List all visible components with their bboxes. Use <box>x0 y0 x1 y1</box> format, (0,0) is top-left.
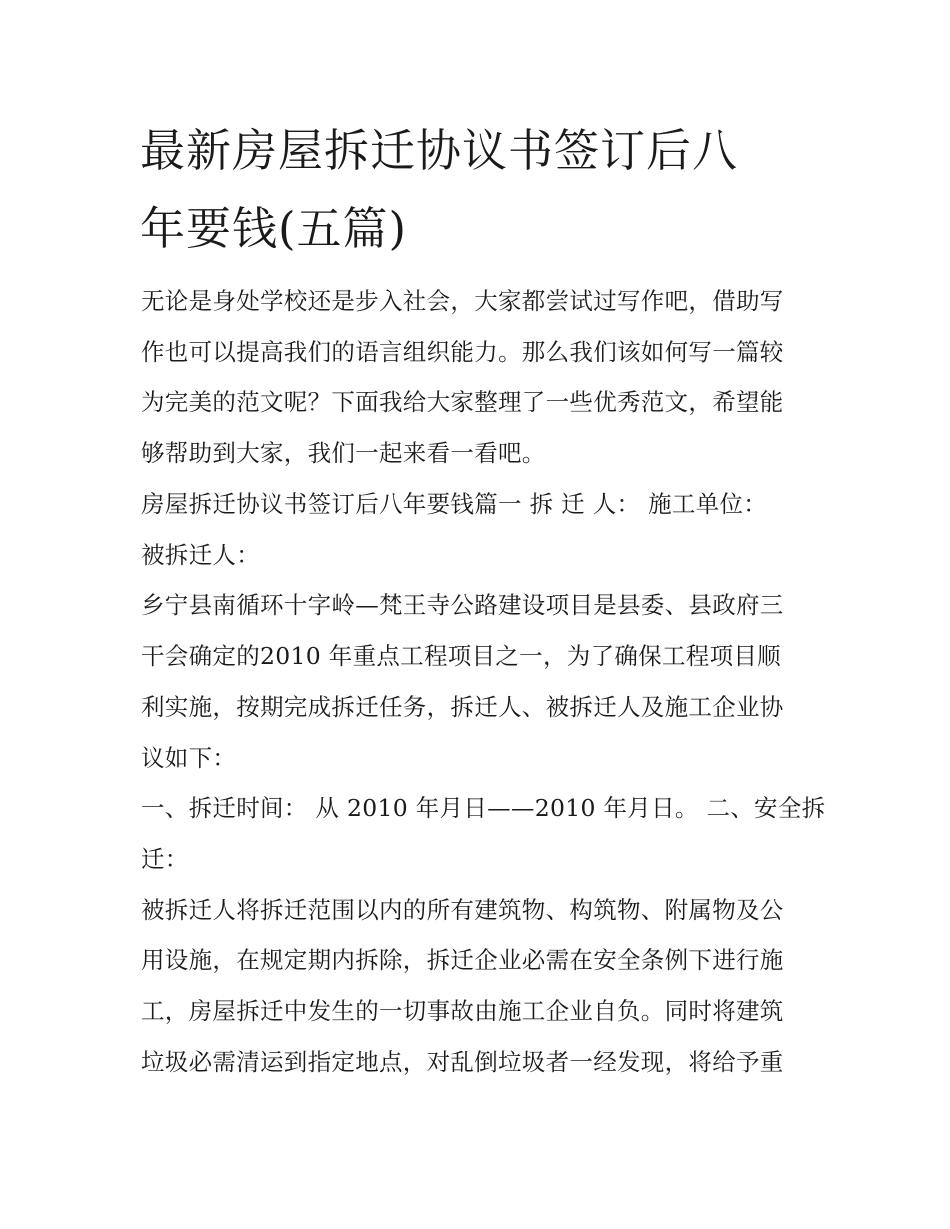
body-line: 无论是身处学校还是步入社会，大家都尝试过写作吧，借助写 <box>141 287 784 315</box>
body-line: 用设施，在规定期内拆除，拆迁企业必需在安全条例下进行施 <box>141 946 784 974</box>
body-line: 够帮助到大家，我们一起来看一看吧。 <box>141 439 546 467</box>
body-line: 议如下： <box>141 744 237 772</box>
body-line: 利实施，按期完成拆迁任务，拆迁人、被拆迁人及施工企业协 <box>141 693 784 721</box>
body-line: 房屋拆迁协议书签订后八年要钱篇一 拆 迁 人： 施工单位： <box>141 490 768 518</box>
body-line: 工，房屋拆迁中发生的一切事故由施工企业自负。同时将建筑 <box>141 997 784 1025</box>
document-title <box>140 112 820 268</box>
body-line: 为完美的范文呢？下面我给大家整理了一些优秀范文，希望能 <box>141 388 784 416</box>
body-line: 干会确定的2010 年重点工程项目之一，为了确保工程项目顺 <box>141 642 781 670</box>
body-line: 迁： <box>141 845 189 873</box>
body-line: 垃圾必需清运到指定地点，对乱倒垃圾者一经发现，将给予重 <box>141 1048 784 1076</box>
body-line: 乡宁县南循环十字岭—梵王寺公路建设项目是县委、县政府三 <box>141 591 784 619</box>
body-line: 被拆迁人将拆迁范围以内的所有建筑物、构筑物、附属物及公 <box>141 896 784 924</box>
body-line: 被拆迁人： <box>141 541 260 569</box>
title-line-2: 年要钱(五篇) <box>140 202 408 255</box>
title-line-1: 最新房屋拆迁协议书签订后八 <box>140 124 739 177</box>
body-line: 作也可以提高我们的语言组织能力。那么我们该如何写一篇较 <box>141 338 784 366</box>
body-line: 一、拆迁时间： 从 2010 年月日——2010 年月日。 二、安全拆 <box>141 794 826 822</box>
